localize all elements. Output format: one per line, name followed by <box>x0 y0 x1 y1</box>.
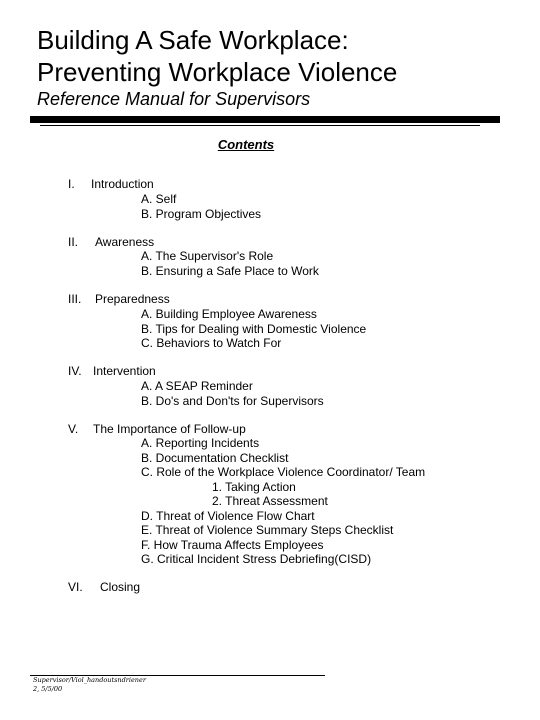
section-numeral: IV. <box>68 364 82 378</box>
footer-path: Supervisor/Viol_handoutsndriener <box>33 676 146 684</box>
toc-subitem: 2. Threat Assessment <box>212 494 328 508</box>
header-rule <box>30 116 500 123</box>
section-title: Intervention <box>93 364 156 378</box>
toc-item: A. Self <box>141 192 177 206</box>
toc-item: B. Documentation Checklist <box>141 450 289 465</box>
footer-date: 2, 5/5/00 <box>33 685 63 693</box>
section-numeral: I. <box>68 177 75 191</box>
toc-item: B. Program Objectives <box>141 206 262 221</box>
toc-item: A. Building Employee Awareness <box>141 307 317 321</box>
document-title <box>37 24 397 88</box>
header-hairline <box>40 125 480 126</box>
toc-item: D. Threat of Violence Flow Chart <box>141 508 315 523</box>
section-title: The Importance of Follow-up <box>93 422 246 436</box>
title-line-2: Preventing Workplace Violence <box>37 57 398 87</box>
toc-item: A. The Supervisor's Role <box>141 249 274 263</box>
contents-heading: Contents <box>217 137 275 152</box>
section-numeral: VI. <box>68 580 83 594</box>
toc-item: G. Critical Incident Stress Debriefing(CISD) <box>141 552 372 566</box>
toc-item: E. Threat of Violence Summary Steps Checklist <box>141 523 394 537</box>
title-line-1: Building A Safe Workplace: <box>37 25 349 55</box>
section-numeral: III. <box>68 292 82 306</box>
toc-item: F. How Trauma Affects Employees <box>141 537 324 552</box>
section-title: Introduction <box>91 177 154 191</box>
section-numeral: V. <box>68 422 79 436</box>
toc-item: B. Do's and Don'ts for Supervisors <box>141 393 324 408</box>
toc-item: A. Reporting Incidents <box>141 436 260 450</box>
toc-item-list <box>141 436 425 567</box>
toc-subitem: 1. Taking Action <box>212 479 296 494</box>
toc-item: C. Behaviors to Watch For <box>141 336 282 350</box>
toc-item: A. A SEAP Reminder <box>141 379 253 393</box>
section-title: Closing <box>100 580 141 594</box>
toc-item: B. Tips for Dealing with Domestic Violence <box>141 321 367 336</box>
toc-item-list <box>141 307 366 351</box>
toc-item: B. Ensuring a Safe Place to Work <box>141 263 319 278</box>
document-subtitle: Reference Manual for Supervisors <box>37 89 311 109</box>
page-footer <box>33 676 146 694</box>
toc-item-list <box>141 249 319 278</box>
section-title: Awareness <box>95 235 155 249</box>
toc-item-list <box>141 379 324 408</box>
section-numeral: II. <box>68 235 79 249</box>
toc-item: C. Role of the Workplace Violence Coordinator/ Team <box>141 465 426 479</box>
toc-item-list <box>141 192 261 221</box>
section-title: Preparedness <box>95 292 170 306</box>
